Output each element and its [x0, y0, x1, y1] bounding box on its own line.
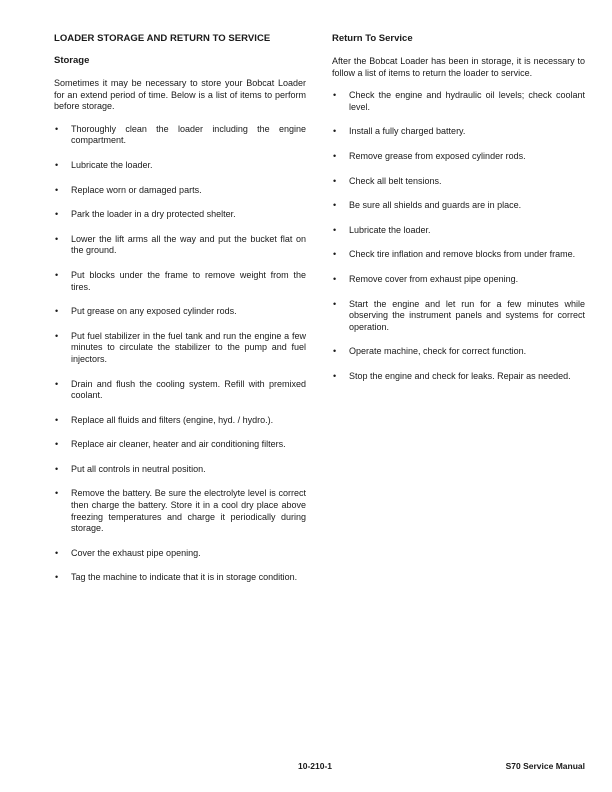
list-item-text: Cover the exhaust pipe opening. [71, 547, 201, 558]
bullet-icon: • [333, 126, 337, 137]
list-item [332, 151, 585, 163]
bullet-icon: • [55, 306, 59, 317]
list-item [332, 371, 585, 383]
list-item-text: Be sure all shields and guards are in place. [349, 200, 522, 211]
storage-intro: Sometimes it may be necessary to store your Bobcat Loader for an extend period of time. Below is a list of items to perform before storage. [54, 78, 306, 112]
bullet-icon: • [55, 572, 59, 583]
list-item [54, 548, 306, 560]
storage-list [54, 124, 306, 584]
list-item-text: Check tire inflation and remove blocks from under frame. [349, 249, 576, 260]
bullet-icon: • [55, 184, 59, 195]
bullet-icon: • [55, 488, 59, 499]
bullet-icon: • [333, 249, 337, 260]
list-item [332, 346, 585, 358]
storage-heading: Storage [54, 55, 90, 66]
list-item-text: Remove cover from exhaust pipe opening. [349, 273, 519, 284]
bullet-icon: • [55, 209, 59, 220]
bullet-icon: • [55, 269, 59, 280]
list-item [54, 415, 306, 427]
list-item [54, 464, 306, 476]
bullet-icon: • [333, 370, 337, 381]
section-title: LOADER STORAGE AND RETURN TO SERVICE [54, 33, 271, 44]
list-item-text: Put fuel stabilizer in the fuel tank and run the engine a few minutes to circulate the stabilizer to the pump and fuel injectors. [71, 330, 306, 364]
manual-title: S70 Service Manual [505, 761, 585, 771]
bullet-icon: • [333, 175, 337, 186]
bullet-icon: • [333, 150, 337, 161]
list-item-text: Stop the engine and check for leaks. Repair as needed. [349, 370, 571, 381]
bullet-icon: • [333, 224, 337, 235]
list-item-text: Put all controls in neutral position. [71, 463, 206, 474]
list-item-text: Check the engine and hydraulic oil levels; check coolant level. [349, 90, 585, 112]
bullet-icon: • [333, 200, 337, 211]
list-item-text: Install a fully charged battery. [349, 126, 466, 137]
list-item-text: Check all belt tensions. [349, 175, 442, 186]
bullet-icon: • [55, 547, 59, 558]
bullet-icon: • [55, 378, 59, 389]
bullet-icon: • [333, 273, 337, 284]
list-item-text: Replace all fluids and filters (engine, hyd. / hydro.). [71, 414, 274, 425]
list-item [54, 572, 306, 584]
return-list [332, 90, 585, 382]
bullet-icon: • [333, 346, 337, 357]
list-item-text: Tag the machine to indicate that it is in storage condition. [71, 572, 298, 583]
list-item [54, 379, 306, 402]
list-item [332, 225, 585, 237]
bullet-icon: • [55, 463, 59, 474]
list-item [332, 249, 585, 261]
list-item-text: Operate machine, check for correct function. [349, 346, 527, 357]
bullet-icon: • [333, 90, 337, 101]
list-item-text: Replace worn or damaged parts. [71, 184, 202, 195]
left-column [54, 33, 306, 597]
list-item-text: Remove the battery. Be sure the electrolyte level is correct then charge the battery. Store it in a cool dry place above freezing temperatures and charge it periodically during storage. [71, 488, 306, 534]
list-item [332, 299, 585, 334]
bullet-icon: • [55, 414, 59, 425]
list-item [54, 306, 306, 318]
right-column [332, 33, 585, 396]
list-item-text: Lower the lift arms all the way and put the bucket flat on the ground. [71, 233, 306, 256]
list-item [332, 274, 585, 286]
list-item-text: Put grease on any exposed cylinder rods. [71, 306, 237, 317]
list-item [54, 270, 306, 293]
list-item-text: Start the engine and let run for a few minutes while observing the instrument panels and systems for correct operation. [349, 298, 585, 332]
bullet-icon: • [55, 330, 59, 341]
list-item [332, 200, 585, 212]
list-item [54, 331, 306, 366]
bullet-icon: • [55, 233, 59, 244]
page-number: 10-210-1 [298, 761, 333, 771]
bullet-icon: • [55, 159, 59, 170]
list-item [332, 126, 585, 138]
bullet-icon: • [55, 439, 59, 450]
list-item [332, 176, 585, 188]
list-item-text: Drain and flush the cooling system. Refill with premixed coolant. [71, 378, 306, 401]
list-item-text: Park the loader in a dry protected shelter. [71, 209, 236, 220]
return-to-service-heading: Return To Service [332, 33, 413, 44]
list-item-text: Put blocks under the frame to remove weight from the tires. [71, 269, 306, 292]
return-intro: After the Bobcat Loader has been in storage, it is necessary to follow a list of items to return the loader to service. [332, 56, 585, 78]
list-item [54, 488, 306, 534]
list-item [54, 124, 306, 147]
list-item-text: Remove grease from exposed cylinder rods. [349, 150, 526, 161]
list-item [54, 439, 306, 451]
bullet-icon: • [333, 298, 337, 309]
list-item [54, 160, 306, 172]
list-item-text: Replace air cleaner, heater and air conditioning filters. [71, 439, 286, 450]
list-item-text: Lubricate the loader. [349, 224, 431, 235]
list-item-text: Thoroughly clean the loader including the engine compartment. [71, 123, 306, 146]
list-item-text: Lubricate the loader. [71, 159, 153, 170]
bullet-icon: • [55, 123, 59, 134]
list-item [54, 185, 306, 197]
list-item [332, 90, 585, 113]
list-item [54, 234, 306, 257]
list-item [54, 209, 306, 221]
